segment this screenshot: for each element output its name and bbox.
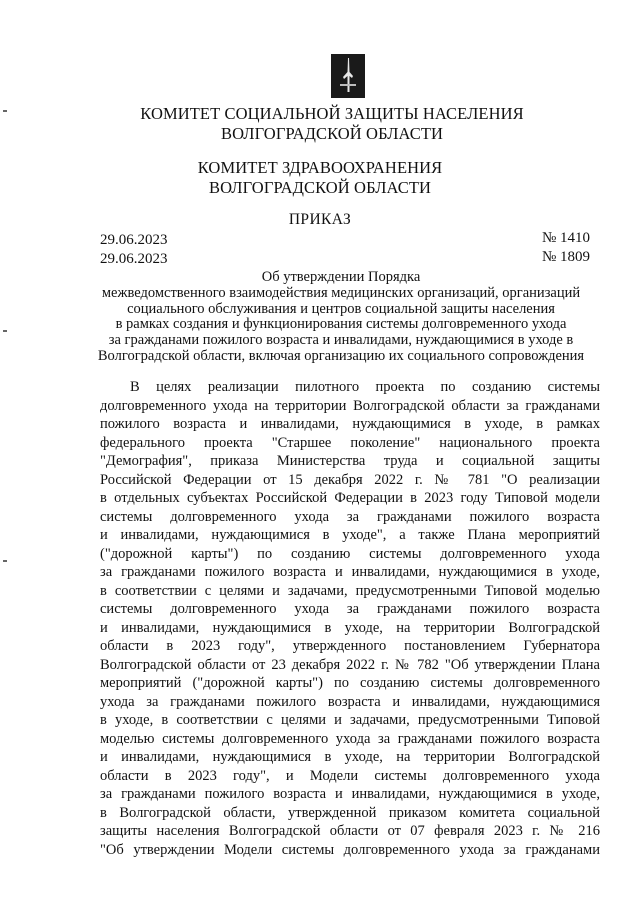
body-line: долговременного ухода на территории Волгоградской области за гражданами (100, 397, 600, 414)
subject-line: в рамках создания и функционирования системы долговременного ухода (115, 316, 567, 333)
body-line: "Об утверждении Модели системы долговременного ухода за гражданами (100, 841, 600, 858)
scan-margin-mark (3, 330, 7, 332)
body-line: за гражданами пожилого возраста и инвалидами, нуждающимися в уходе, (100, 786, 600, 802)
body-line: системы долговременного ухода за гражданами пожилого возраста (100, 601, 600, 617)
body-line: мероприятий ("дорожной карты") по созданию системы долговременного (100, 675, 600, 691)
body-line: моделью системы долговременного ухода за гражданами пожилого возраста (100, 730, 600, 747)
subject-line: Волгоградской области, включая организацию их социального сопровождения (97, 347, 585, 364)
order-date-2: 29.06.2023 (100, 251, 168, 267)
body-line: области в 2023 году", и Модели системы долговременного ухода (100, 767, 600, 784)
body-line: пожилого возраста и инвалидами, нуждающимися в уходе, в рамках (100, 416, 600, 432)
heading-line: КОМИТЕТ СОЦИАЛЬНОЙ ЗАЩИТЫ НАСЕЛЕНИЯ (140, 104, 524, 123)
body-line: и инвалидами, нуждающимися в уходе, на территории Волгоградской (100, 749, 600, 765)
order-body-paragraph (100, 378, 600, 859)
body-line: ухода за гражданами пожилого возраста и инвалидами, нуждающимися (100, 693, 600, 710)
body-line: в уходе, в соответствии с целями и задачами, предусмотренными Типовой (100, 712, 600, 728)
body-line: ("дорожной карты") по созданию системы долговременного ухода (100, 545, 600, 562)
body-line: системы долговременного ухода за гражданами пожилого возраста (100, 508, 600, 525)
body-line: в отдельных субъектах Российской Федерации в 2023 году Типовой модели (100, 490, 600, 506)
emblem-figure-icon (331, 54, 365, 98)
coat-of-arms-emblem (331, 54, 365, 98)
body-line: федерального проекта "Старшее поколение" национального проекта (100, 434, 600, 451)
order-subject (80, 270, 602, 365)
scan-margin-mark (3, 560, 7, 562)
committee-health-heading (0, 158, 640, 198)
committee-social-protection-heading (12, 104, 640, 144)
body-line: и инвалидами, нуждающимися в уходе", а также Плана мероприятий (100, 527, 600, 543)
body-line: защиты населения Волгоградской области от 07 февраля 2023 г. № 216 (100, 823, 600, 839)
heading-line: ВОЛГОГРАДСКОЙ ОБЛАСТИ (220, 124, 444, 143)
body-line: области в 2023 году", утвержденного постановлением Губернатора (100, 638, 600, 654)
heading-line: ВОЛГОГРАДСКОЙ ОБЛАСТИ (208, 178, 432, 197)
order-date-1: 29.06.2023 (100, 232, 168, 248)
subject-line: Об утверждении Порядка (261, 269, 421, 285)
order-number-2: № 1809 (542, 249, 591, 265)
body-line: В целях реализации пилотного проекта по созданию системы (130, 379, 600, 395)
body-line: "Демография", приказа Министерства труда и социальной защиты (100, 453, 600, 469)
body-line: за гражданами пожилого возраста и инвалидами, нуждающимися в уходе, (100, 564, 600, 580)
subject-line: социального обслуживания и центров социальной защиты населения (127, 300, 555, 317)
body-line: Российской Федерации от 15 декабря 2022 г. № 781 "О реализации (100, 471, 600, 488)
body-line: Волгоградской области от 23 декабря 2022 г. № 782 "Об утверждении Плана (100, 656, 600, 673)
order-number-1: № 1410 (542, 230, 591, 246)
document-type-title: ПРИКАЗ (288, 211, 352, 228)
body-line: и инвалидами, нуждающимися в уходе, на территории Волгоградской (100, 619, 600, 636)
body-line: в Волгоградской области, утвержденной приказом комитета социальной (100, 804, 600, 821)
body-line: в соответствии с целями и задачами, предусмотренными Типовой моделью (100, 582, 600, 599)
heading-line: КОМИТЕТ ЗДРАВООХРАНЕНИЯ (197, 158, 443, 177)
scan-margin-mark (3, 110, 7, 112)
subject-line: за гражданами пожилого возраста и инвалидами, нуждающимися в уходе в (108, 332, 574, 349)
subject-line: межведомственного взаимодействия медицинских организаций, организаций (101, 284, 581, 301)
